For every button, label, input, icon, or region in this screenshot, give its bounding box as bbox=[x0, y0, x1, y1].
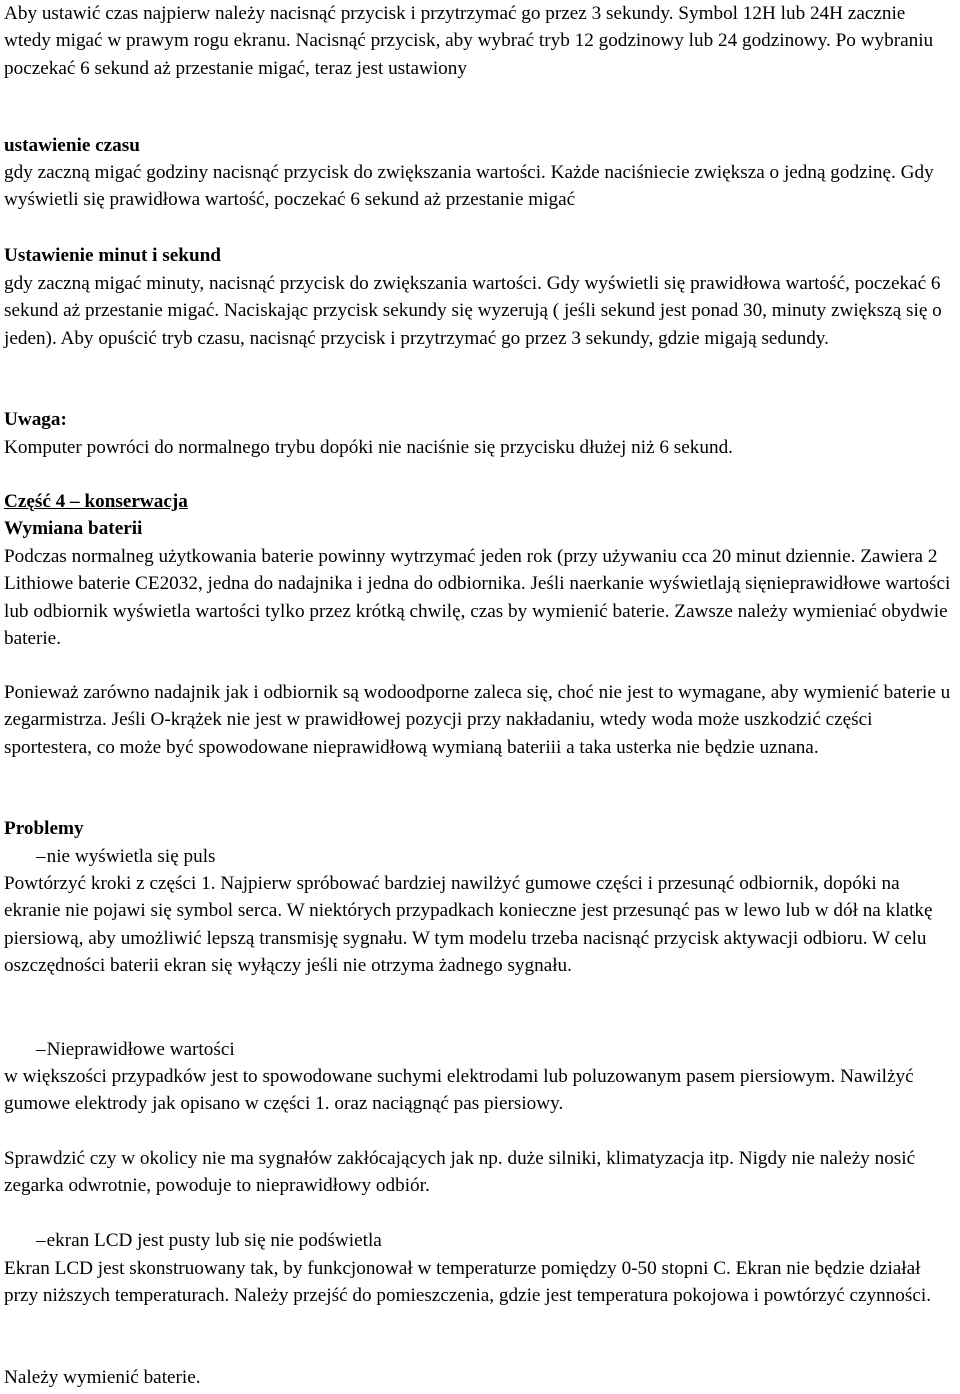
problem2-title bbox=[4, 1036, 956, 1063]
problem1-title-text: nie wyświetla się puls bbox=[46, 846, 216, 867]
note-paragraph: Komputer powróci do normalnego trybu dopóki nie naciśnie się przycisku dłużej niż 6 sekund. bbox=[4, 437, 733, 458]
problem1-paragraph: Powtórzyć kroki z części 1. Najpierw spróbować bardziej nawilżyć gumowe części i przesunąć odbiornik, dopóki na ekranie nie pojawi się symbol serca. W niektórych przypadkach konieczne jest przesunąć pas w lewo lub w dół na klatkę piersiową, aby umożliwić lepszą transmisję sygnału. W tym modelu trzeba nacisnąć przycisk aktywacji odbioru. W celu oszczędności baterii ekran się wyłączy jeśli nie otrzyma żadnego sygnału. bbox=[4, 873, 933, 976]
dash-marker: – bbox=[36, 1230, 46, 1251]
time-heading: ustawienie czasu bbox=[4, 135, 140, 156]
time-paragraph: gdy zaczną migać godziny nacisnąć przycisk do zwiększania wartości. Każde naciśniecie zwiększa o jedną godzinę. Gdy wyświetli się prawidłowa wartość, poczekać 6 sekund aż przestanie migać bbox=[4, 162, 934, 211]
problem3-paragraph: Ekran LCD jest skonstruowany tak, by funkcjonował w temperaturze pomiędzy 0-50 stopni C. Ekran nie będzie działał przy niższych temperaturach. Należy przejść do pomieszczenia, gdzie jest temperatura pokojowa i powtórzyć czynności. bbox=[4, 1258, 932, 1307]
watchmaker-paragraph: Ponieważ zarówno nadajnik jak i odbiornik są wodoodporne zaleca się, choć nie jest to wymagane, aby wymienić baterie u zegarmistrza. Jeśli O-krążek nie jest w prawidłowej pozycji przy nakładaniu, wtedy woda może uszkodzić części sportestera, co może być spowodowane nieprawidłową wymianą bateriii a taka usterka nie będzie uznana. bbox=[4, 682, 951, 758]
battery-paragraph: Podczas normalneg użytkowania baterie powinny wytrzymać jeden rok (przy używaniu cca 20 minut dziennie. Zawiera 2 Lithiowe baterie CE2032, jedna do nadajnika i jedna do odbiornika. Jeśli naerkanie wyświetlają sięnieprawidłowe wartości lub odbiornik wyświetla wartości tylko przez krótką chwilę, czas by wymienić baterie. Zawsze należy wymieniać obydwie baterie. bbox=[4, 546, 951, 649]
intro-paragraph: Aby ustawić czas najpierw należy nacisnąć przycisk i przytrzymać go przez 3 sekundy. Symbol 12H lub 24H zacznie wtedy migać w prawym rogu ekranu. Nacisnąć przycisk, aby wybrać tryb 12 godzinowy lub 24 godzinowy. Po wybraniu poczekać 6 sekund aż przestanie migać, teraz jest ustawiony bbox=[4, 3, 934, 79]
final-paragraph: Należy wymienić baterie. bbox=[4, 1367, 201, 1388]
dash-marker: – bbox=[36, 846, 46, 867]
problem3-title-text: ekran LCD jest pusty lub się nie podświetla bbox=[46, 1230, 382, 1251]
problem3-title bbox=[4, 1227, 956, 1254]
minutes-paragraph: gdy zaczną migać minuty, nacisnąć przycisk do zwiększania wartości. Gdy wyświetli się prawidłowa wartość, poczekać 6 sekund aż przestanie migać. Naciskając przycisk sekundy się wyzerują ( jeśli sekund jest ponad 30, minuty zwiększą się o jeden). Aby opuścić tryb czasu, nacisnąć przycisk i przytrzymać go przez 3 sekundy, gdzie migają sedundy. bbox=[4, 273, 942, 349]
problem2-paragraph: w większości przypadków jest to spowodowane suchymi elektrodami lub poluzowanym pasem piersiowym. Nawilżyć gumowe elektrody jak opisano w części 1. oraz naciągnąć pas piersiowy. bbox=[4, 1066, 914, 1115]
note-heading: Uwaga: bbox=[4, 409, 67, 430]
dash-marker: – bbox=[36, 1039, 46, 1060]
part4-heading: Część 4 – konserwacja bbox=[4, 491, 188, 512]
interference-paragraph: Sprawdzić czy w okolicy nie ma sygnałów zakłócających jak np. duże silniki, klimatyzacja itp. Nigdy nie należy nosić zegarka odwrotnie, powoduje to nieprawidłowy odbiór. bbox=[4, 1148, 916, 1197]
problem1-title bbox=[4, 843, 956, 870]
problems-heading: Problemy bbox=[4, 818, 84, 839]
problem2-title-text: Nieprawidłowe wartości bbox=[46, 1039, 235, 1060]
minutes-heading: Ustawienie minut i sekund bbox=[4, 245, 221, 266]
battery-heading: Wymiana baterii bbox=[4, 518, 143, 539]
